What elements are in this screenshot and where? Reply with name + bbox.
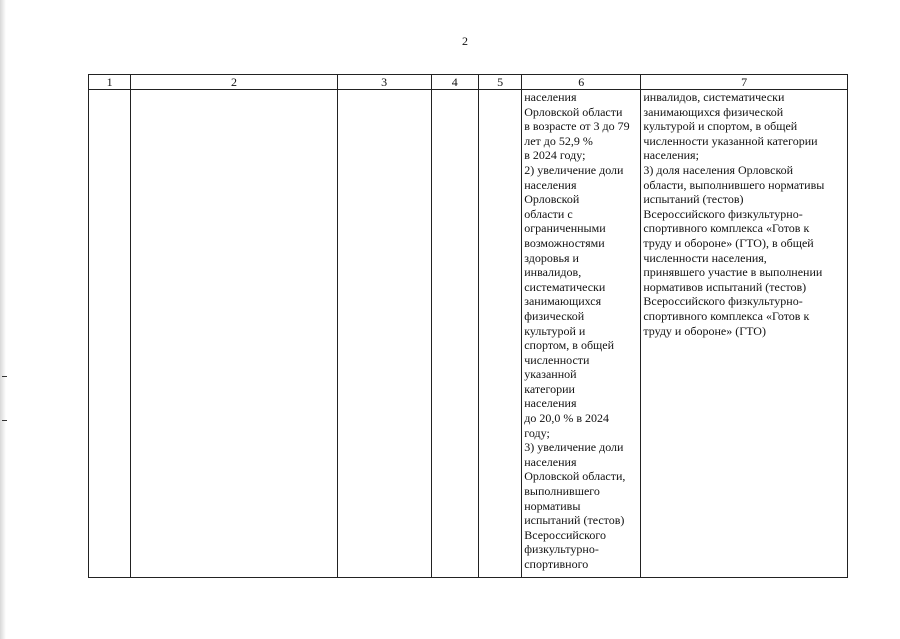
column-header-6: 6 [522, 75, 641, 90]
cell-col4 [431, 90, 478, 578]
column-header-2: 2 [131, 75, 338, 90]
document-table [88, 74, 848, 578]
scan-edge [0, 0, 6, 639]
column-header-1: 1 [89, 75, 131, 90]
column-header-4: 4 [431, 75, 478, 90]
table-header-row [89, 75, 848, 90]
cell-col1 [89, 90, 131, 578]
column-header-7: 7 [641, 75, 848, 90]
cell-col3 [337, 90, 431, 578]
cell-col5 [479, 90, 522, 578]
scan-mark [2, 420, 7, 421]
cell-col2 [131, 90, 338, 578]
table-row [89, 90, 848, 578]
goal-indicators-text: населения Орловской области в возрасте от 3 до 79 лет до 52,9 % в 2024 году; 2) увеличение доли населения Орловской области с ограниченными возможностями здоровья и инвалидов, систематически занимающихся физической культурой и спортом, в общей численности указанной категории населения до 20,0 % в 2024 году; 3) увеличение доли населения Орловской области, выполнившего нормативы испытаний (тестов) Всероссийского физкультурно- спортивного [524, 90, 630, 571]
cell-col6 [522, 90, 641, 578]
scan-mark [2, 376, 7, 377]
column-header-3: 3 [337, 75, 431, 90]
page-number: 2 [462, 34, 468, 48]
cell-col7 [641, 90, 848, 578]
indicator-descriptions-text: инвалидов, систематически занимающихся физической культурой и спортом, в общей численности указанной категории населения; 3) доля населения Орловской области, выполнившего нормативы испытаний (тестов) Всероссийского физкультурно- спортивного комплекса «Готов к труду и обороне» (ГТО), в общей численности населения, принявшего участие в выполнении нормативов испытаний (тестов) Всероссийского физкультурно- спортивного комплекса «Готов к труду и обороне» (ГТО) [643, 90, 825, 338]
column-header-5: 5 [479, 75, 522, 90]
